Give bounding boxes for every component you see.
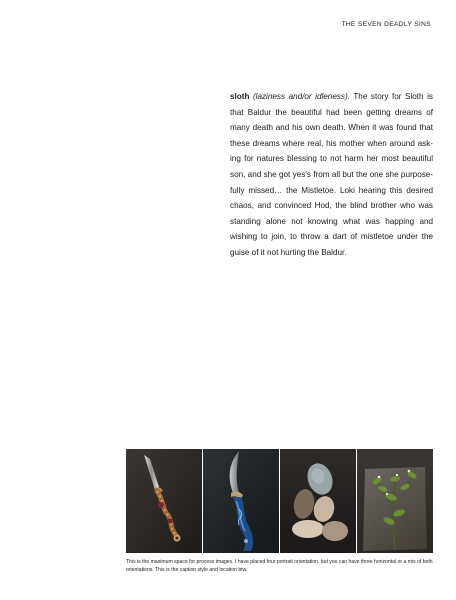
entry-text: The story for Sloth is that Baldur the beautiful had been getting dreams of many death and his own death. When it was found that these dreams where real, his mother when around ask-ing for natures blessing to not harm her most beautiful son, and she got yes’s from all but the one she purpose-fully missed… the Mistletoe. Loki hearing this desired chaos, and convinced Hod, the blind brother who was standing alone not knowing what was happing and wishing to join, to throw a dart of mistletoe under the guise of it not hurting the Baldur. bbox=[230, 92, 433, 257]
mistletoe-image bbox=[357, 449, 433, 553]
entry-term: sloth bbox=[230, 92, 250, 101]
dagger-image bbox=[126, 449, 202, 553]
process-images bbox=[126, 449, 433, 553]
stones-image bbox=[280, 449, 356, 553]
knife-image bbox=[203, 449, 279, 553]
entry-definition: (laziness and/or idleness). bbox=[252, 92, 350, 101]
section-header: THE SEVEN DEADLY SINS bbox=[341, 21, 431, 28]
body-paragraph bbox=[230, 89, 433, 261]
image-caption: This is the maximum space for process images. I have placed four portrait orientation, but you can have three horizontal or a mix of both orientations. This is the caption style and location btw. bbox=[126, 559, 433, 573]
